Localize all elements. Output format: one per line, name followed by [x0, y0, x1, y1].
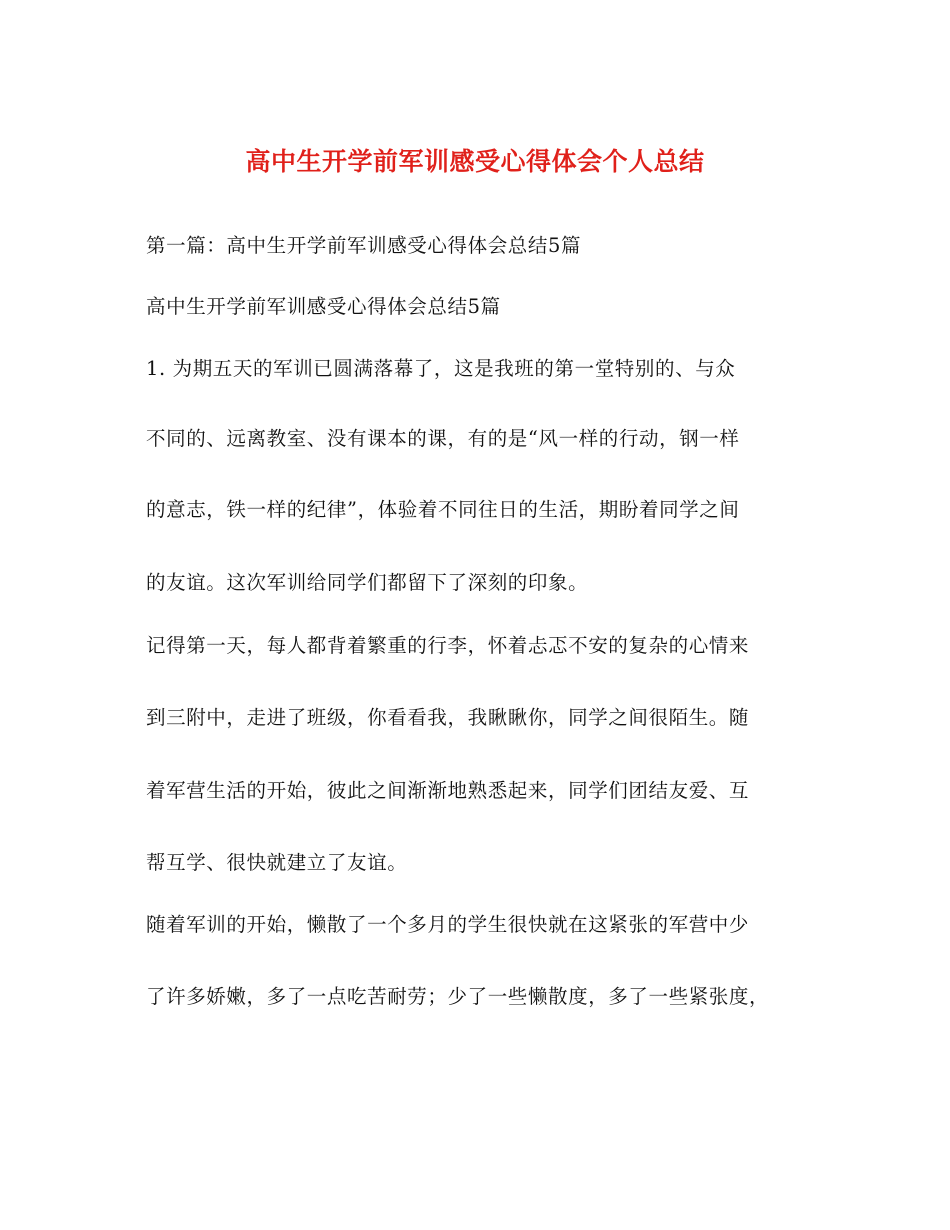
text-line: 着军营生活的开始，彼此之间渐渐地熟悉起来，同学们团结友爱、互	[146, 779, 750, 802]
text-line: 1. 为期五天的军训已圆满落幕了，这是我班的第一堂特别的、与众	[146, 357, 736, 380]
text-line-heading-2: 高中生开学前军训感受心得体会总结5篇	[146, 295, 501, 318]
text-line: 帮互学、很快就建立了友谊。	[146, 851, 408, 874]
text-line: 不同的、远离教室、没有课本的课，有的是“风一样的行动，钢一样	[146, 427, 740, 450]
text-line: 了许多娇嫩，多了一点吃苦耐劳；少了一些懒散度，多了一些紧张度，	[146, 985, 770, 1008]
text-line: 记得第一天，每人都背着繁重的行李，怀着忐忑不安的复杂的心情来	[146, 634, 750, 657]
text-line: 的意志，铁一样的纪律”，体验着不同往日的生活，期盼着同学之间	[146, 498, 740, 521]
text-line: 到三附中，走进了班级，你看看我，我瞅瞅你，同学之间很陌生。随	[146, 706, 750, 729]
text-line: 的友谊。这次军训给同学们都留下了深刻的印象。	[146, 571, 589, 594]
text-line: 随着军训的开始，懒散了一个多月的学生很快就在这紧张的军营中少	[146, 913, 750, 936]
text-line-heading-1: 第一篇：高中生开学前军训感受心得体会总结5篇	[146, 234, 582, 257]
document-title: 高中生开学前军训感受心得体会个人总结	[245, 147, 705, 176]
